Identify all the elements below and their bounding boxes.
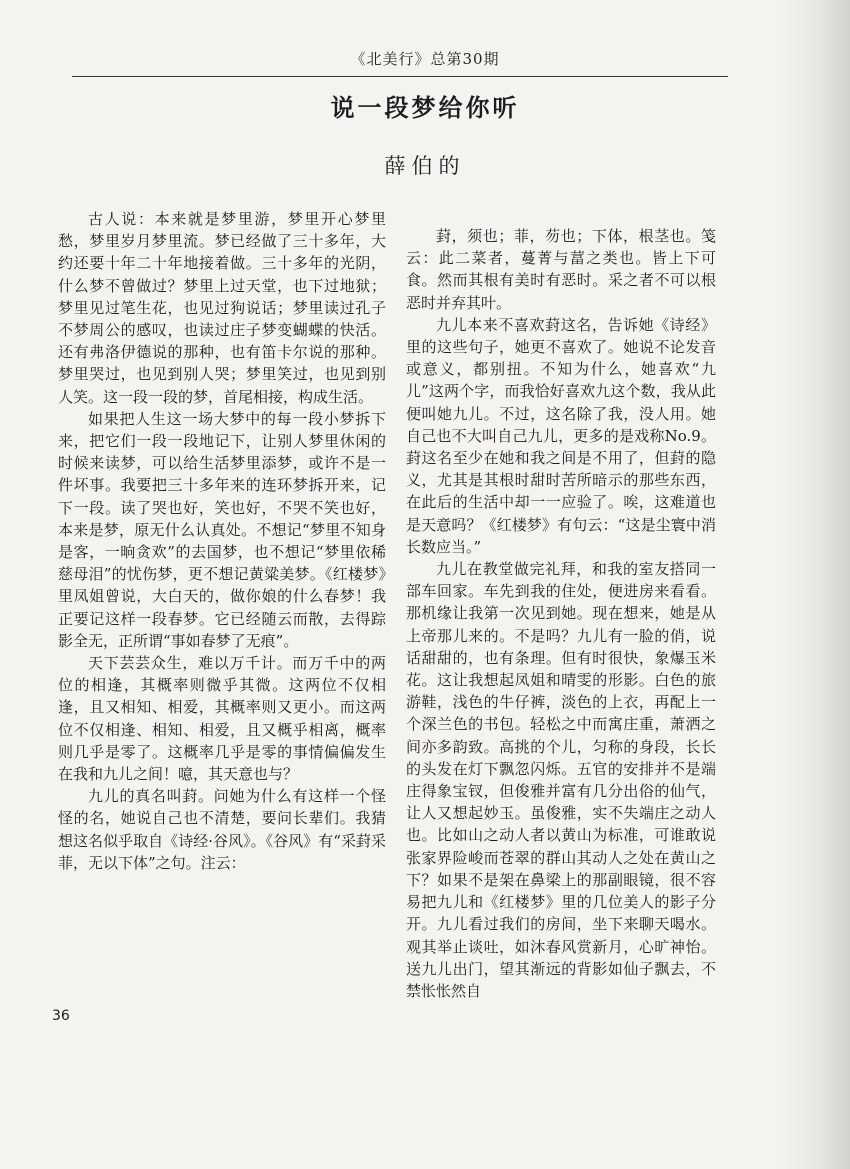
- left-text-column: [58, 208, 386, 874]
- paragraph: 古人说：本来就是梦里游，梦里开心梦里愁，梦里岁月梦里流。梦已经做了三十多年，大约还要十年二十年地接着做。三十多年的光阴，什么梦不曾做过？梦里上过天堂，也下过地狱；梦里见过笔生花，也见过狗说话；梦里读过孔子不梦周公的感叹，也读过庄子梦变蝴蝶的快活。还有弗洛伊德说的那种，也有笛卡尔说的那种。梦里哭过，也见到别人哭；梦里笑过，也见到别人笑。这一段一段的梦，首尾相接，构成生活。: [58, 210, 386, 406]
- running-header: 《北美行》总第30期: [350, 50, 500, 68]
- page-number: 36: [52, 1008, 70, 1024]
- article-title: 说一段梦给你听: [330, 93, 520, 122]
- article-author: 薛伯的: [384, 154, 466, 178]
- right-text-column: [406, 225, 716, 1002]
- paragraph: 九儿在教堂做完礼拜，和我的室友搭同一部车回家。车先到我的住处，便进房来看看。那机缘让我第一次见到她。现在想来，她是从上帝那儿来的。不是吗？九儿有一脸的俏，说话甜甜的，也有条理。但有时很快，象爆玉米花。这让我想起凤姐和晴雯的形影。白色的旅游鞋，浅色的牛仔裤，淡色的上衣，再配上一个深兰色的书包。轻松之中而寓庄重，萧洒之间亦多韵致。高挑的个儿，匀称的身段，长长的头发在灯下飘忽闪烁。五官的安排并不是端庄得象宝钗，但俊雅并富有几分出俗的仙气，让人又想起妙玉。虽俊雅，实不失端庄之动人也。比如山之动人者以黄山为标准，可谁敢说张家界险峻而苍翠的群山其动人之处在黄山之下？如果不是架在鼻梁上的那副眼镜，很不容易把九儿和《红楼梦》里的几位美人的影子分开。九儿看过我们的房间，坐下来聊天喝水。观其举止谈吐，如沐春风赏新月，心旷神怡。送九儿出门，望其渐远的背影如仙子飘去，不禁怅怅然自: [406, 560, 716, 1000]
- paragraph: 九儿本来不喜欢葑这名，告诉她《诗经》里的这些句子，她更不喜欢了。她说不论发音或意义，都别扭。不知为什么，她喜欢“九儿”这两个字，而我恰好喜欢九这个数，我从此便叫她九儿。不过，这名除了我，没人用。她自己也不大叫自己九儿，更多的是戏称No.9。葑这名至少在她和我之间是不用了，但葑的隐义，尤其是其根时甜时苦所暗示的那些东西，在此后的生活中却一一应验了。唉，这难道也是天意吗？《红楼梦》有句云：“这是尘寰中消长数应当。”: [406, 315, 716, 556]
- paragraph: 葑，须也；菲，芴也；下体，根茎也。笺云：此二菜者，蔓菁与葍之类也。皆上下可食。然而其根有美时有恶时。采之者不可以根恶时并弃其叶。: [406, 227, 716, 312]
- paragraph: 九儿的真名叫葑。问她为什么有这样一个怪怪的名，她说自己也不清楚，要问长辈们。我猜想这名似乎取自《诗经·谷风》。《谷风》有“采葑采菲，无以下体”之句。注云：: [58, 787, 386, 872]
- paragraph: 天下芸芸众生，难以万千计。而万千中的两位的相逢，其概率则微乎其微。这两位不仅相逢，且又相知、相爱，其概率则又更小。而这两位不仅相逢、相知、相爱，且又概乎相离，概率则几乎是零了。这概率几乎是零的事情偏偏发生在我和九儿之间！噫，其天意也与？: [58, 654, 386, 784]
- paragraph: 如果把人生这一场大梦中的每一段小梦拆下来，把它们一段一段地记下，让别人梦里休闲的时候来读梦，可以给生活梦里添梦，或许不是一件坏事。我要把三十多年来的连环梦拆开来，记下一段。读了哭也好，笑也好，不哭不笑也好，本来是梦，原无什么认真处。不想记“梦里不知身是客，一晌贪欢”的去国梦，也不想记“梦里依稀慈母泪”的忧伤梦，更不想记黄粱美梦。《红楼梦》里凤姐曾说，大白天的，做你娘的什么春梦！我正要记这样一段春梦。它已经随云而散，去得踪影全无，正所谓“事如春梦了无痕”。: [58, 409, 386, 650]
- header-rule: [72, 76, 728, 77]
